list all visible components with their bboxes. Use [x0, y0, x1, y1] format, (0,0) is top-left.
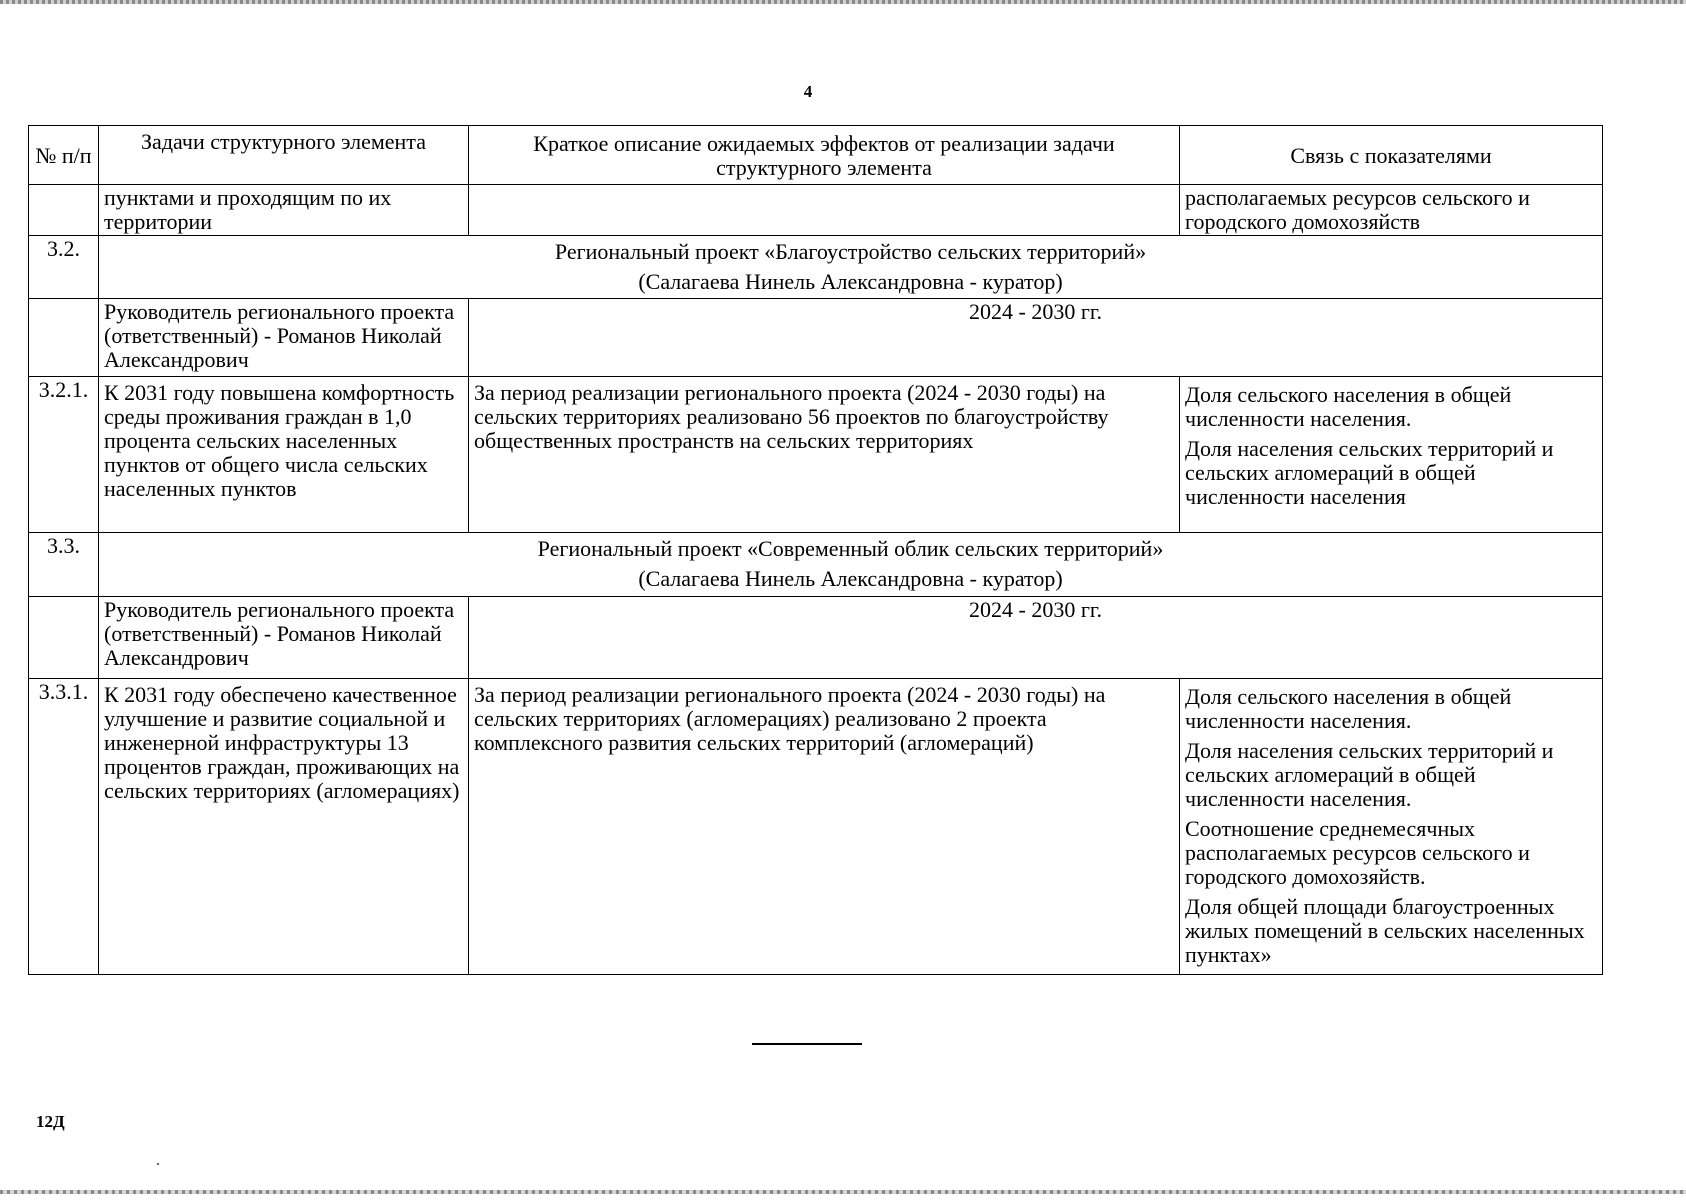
project-leader: Руководитель регионального проекта (ответственный) - Романов Николай Александрович: [99, 597, 469, 679]
scan-speck: [157, 1163, 159, 1165]
section-title: [99, 236, 1603, 299]
project-period: 2024 - 2030 гг.: [469, 299, 1603, 377]
task-effect: За период реализации регионального проекта (2024 - 2030 годы) на сельских территориях (агломерациях) реализовано 2 проекта комплексного развития сельских территорий (агломераций): [469, 679, 1180, 975]
leader-row-3-2: [29, 299, 1603, 377]
scan-edge-top: [0, 0, 1686, 4]
table-header-row: [29, 126, 1603, 185]
leader-row-3-3: [29, 597, 1603, 679]
task-effect: За период реализации регионального проекта (2024 - 2030 годы) на сельских территориях реализовано 56 проектов по благоустройству общественных пространств на сельских территориях: [469, 377, 1180, 533]
header-tasks: Задачи структурного элемента: [99, 126, 469, 185]
project-name: Региональный проект «Благоустройство сельских территорий»: [554, 239, 1147, 264]
leader-num: [29, 597, 99, 679]
end-rule: [752, 1043, 862, 1045]
continuation-task: пунктами и проходящим по их территории: [99, 185, 469, 236]
scan-edge-bottom: [0, 1190, 1686, 1194]
indicator-item: Доля населения сельских территорий и сельских агломераций в общей численности населения.: [1185, 738, 1554, 811]
task-row-3-3-1: [29, 679, 1603, 975]
project-name: Региональный проект «Современный облик сельских территорий»: [537, 536, 1164, 561]
project-curator: (Салагаева Нинель Александровна - куратор): [638, 566, 1063, 591]
task-indicators: [1180, 377, 1603, 533]
task-text: К 2031 году обеспечено качественное улучшение и развитие социальной и инженерной инфраструктуры 13 процентов граждан, проживающих на сельских территориях (агломерациях): [99, 679, 469, 975]
section-row-3-3: [29, 533, 1603, 597]
structural-element-table: [28, 125, 1603, 975]
table-row-continuation: [29, 185, 1603, 236]
task-num: 3.2.1.: [29, 377, 99, 533]
project-leader: Руководитель регионального проекта (ответственный) - Романов Николай Александрович: [99, 299, 469, 377]
task-num: 3.3.1.: [29, 679, 99, 975]
section-title: [99, 533, 1603, 597]
continuation-effect: [469, 185, 1180, 236]
header-indicators: Связь с показателями: [1180, 126, 1603, 185]
header-effects: Краткое описание ожидаемых эффектов от реализации задачи структурного элемента: [469, 126, 1180, 185]
task-row-3-2-1: [29, 377, 1603, 533]
section-num: 3.3.: [29, 533, 99, 597]
header-num: № п/п: [29, 126, 99, 185]
indicator-item: Доля сельского населения в общей численности населения.: [1185, 382, 1512, 431]
task-text: К 2031 году повышена комфортность среды проживания граждан в 1,0 процента сельских населенных пунктов от общего числа сельских населенных пунктов: [99, 377, 469, 533]
section-num: 3.2.: [29, 236, 99, 299]
continuation-num: [29, 185, 99, 236]
continuation-indicator: располагаемых ресурсов сельского и городского домохозяйств: [1180, 185, 1603, 236]
document-code: 12Д: [36, 1112, 65, 1131]
project-curator: (Салагаева Нинель Александровна - куратор): [638, 269, 1063, 294]
indicator-item: Доля общей площади благоустроенных жилых помещений в сельских населенных пунктах»: [1185, 894, 1585, 967]
section-row-3-2: [29, 236, 1603, 299]
indicator-item: Доля сельского населения в общей численности населения.: [1185, 684, 1512, 733]
indicator-item: Соотношение среднемесячных располагаемых ресурсов сельского и городского домохозяйств.: [1185, 816, 1530, 889]
project-period: 2024 - 2030 гг.: [469, 597, 1603, 679]
leader-num: [29, 299, 99, 377]
page-number: 4: [803, 82, 813, 101]
indicator-item: Доля населения сельских территорий и сельских агломераций в общей численности населения: [1185, 436, 1554, 509]
task-indicators: [1180, 679, 1603, 975]
